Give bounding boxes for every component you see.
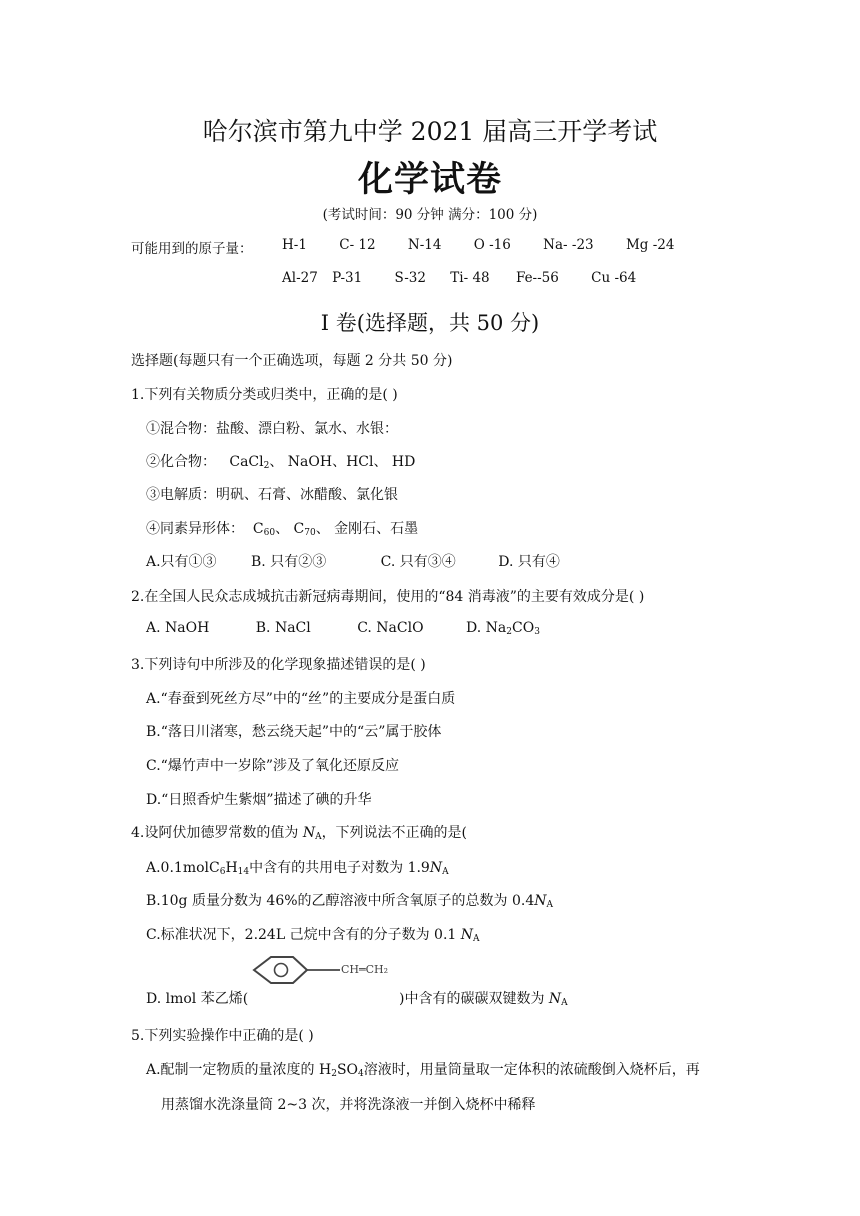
vinyl-group-label: CH═CH₂ [341, 963, 389, 976]
subject-title: 化学试卷 [357, 159, 502, 200]
atomic-mass-label: 可能用到的原子量： [131, 241, 253, 257]
question-3-option-c: C.“爆竹声中一岁除”涉及了氧化还原反应 [146, 758, 399, 774]
q2-option-c: C. NaClO [357, 620, 424, 636]
question-3-option-d: D.“日照香炉生紫烟”描述了碘的升华 [146, 792, 372, 808]
q2-option-d: D. $Na_2CO_3$ [466, 620, 540, 637]
question-1-stem: 1.下列有关物质分类或归类中，正确的是( ) [131, 387, 398, 403]
q1-option-c: C. 只有③④ [380, 554, 456, 570]
atomic-mass-p: P-31 [332, 270, 363, 286]
atomic-mass-c: C- 12 [339, 237, 376, 253]
atomic-mass-na: Na- -23 [543, 237, 594, 253]
question-1-statement-3: ③电解质：明矾、石膏、冰醋酸、氯化银 [146, 487, 398, 503]
question-1-statement-1: ①混合物：盐酸、漂白粉、氯水、水银： [146, 421, 398, 437]
atomic-mass-row-2 [282, 270, 664, 286]
exam-title: 哈尔滨市第九中学 2021 届高三开学考试 [202, 117, 658, 146]
q1-option-b: B. 只有②③ [251, 554, 327, 570]
q1-option-d: D. 只有④ [498, 554, 560, 570]
section-instructions: 选择题(每题只有一个正确选项，每题 2 分共 50 分) [131, 353, 453, 369]
question-4-option-b: B.10g 质量分数为 46%的乙醇溶液中所含氧原子的总数为 $0.4N_A$ [146, 893, 553, 910]
question-2-options [146, 620, 540, 637]
atomic-mass-h: H-1 [282, 237, 307, 253]
atomic-mass-o: O -16 [473, 237, 511, 253]
question-2-stem: 2.在全国人民众志成城抗击新冠病毒期间，使用的“84 消毒液”的主要有效成分是( ) [131, 589, 645, 605]
question-5-option-a-line-1: A.配制一定物质的量浓度的 $H_2SO_4$溶液时，用量筒量取一定体积的浓硫酸倒入烧杯后，再 [146, 1062, 700, 1079]
question-3-option-a: A.“春蚕到死丝方尽”中的“丝”的主要成分是蛋白质 [146, 691, 456, 707]
atomic-mass-al: Al-27 [282, 270, 318, 286]
atomic-mass-ti: Ti- 48 [450, 270, 490, 286]
aromatic-circle [275, 964, 288, 977]
question-4-option-d-tail: )中含有的碳碳双键数为 $N_A$ [399, 991, 568, 1008]
question-5-stem: 5.下列实验操作中正确的是( ) [131, 1028, 314, 1044]
q2-option-b: B. NaCl [255, 620, 311, 636]
question-3-stem: 3.下列诗句中所涉及的化学现象描述错误的是( ) [131, 657, 426, 673]
question-5-option-a-line-2: 用蒸馏水洗涤量筒 2~3 次，并将洗涤液一并倒入烧杯中稀释 [161, 1097, 536, 1113]
atomic-mass-row-1 [282, 237, 702, 253]
question-3-option-b: B.“落日川渚寒，愁云绕天起”中的“云”属于胶体 [146, 724, 442, 740]
atomic-mass-mg: Mg -24 [625, 237, 675, 253]
styrene-structure-diagram [240, 946, 400, 1016]
question-1-options [146, 551, 560, 571]
atomic-mass-s: S-32 [394, 270, 426, 286]
benzene-ring [254, 957, 307, 983]
question-4-option-d-lead: D. lmol 苯乙烯( [146, 991, 249, 1007]
section-title: I 卷(选择题，共 50 分) [320, 311, 540, 335]
atomic-mass-n: N-14 [407, 237, 442, 253]
exam-info: (考试时间：90 分钟 满分：100 分) [322, 207, 538, 223]
atomic-mass-fe: Fe--56 [515, 270, 559, 286]
q1-option-a: A.只有①③ [146, 554, 217, 570]
question-4-option-a: $A.0.1molC_6H_{14}$中含有的共用电子对数为 $1.9N_A$ [146, 860, 449, 877]
question-1-statement-4: ④同素异形体： $C_{60}$、 $C_{70}$、 金刚石、石墨 [146, 521, 419, 538]
question-1-statement-2: ②化合物： CaCl$_2$、 NaOH、HCl、 HD [146, 454, 416, 471]
question-4-stem: 4.设阿伏加德罗常数的值为 $N_A$，下列说法不正确的是( [131, 825, 468, 842]
question-4-option-c: C.标准状况下，2.24L 己烷中含有的分子数为 0.1 $N_A$ [146, 927, 480, 944]
q2-option-a: A. NaOH [146, 620, 210, 636]
atomic-mass-cu: Cu -64 [591, 270, 637, 286]
